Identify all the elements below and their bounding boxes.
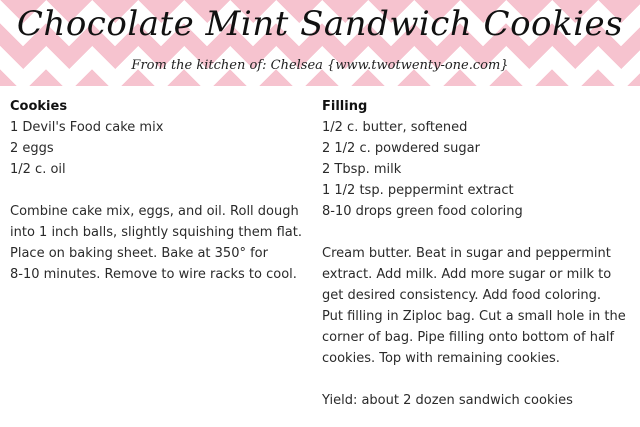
chevron-header — [0, 0, 640, 86]
instruction-line: Cream butter. Beat in sugar and peppermint — [322, 246, 611, 261]
cookies-column — [10, 96, 302, 285]
recipe-subtitle: From the kitchen of: Chelsea {www.twotwenty-one.com} — [131, 58, 509, 73]
ingredient-line: 2 1/2 c. powdered sugar — [322, 141, 480, 156]
spacer — [322, 222, 632, 243]
spacer — [10, 180, 302, 201]
instruction-line: into 1 inch balls, slightly squishing them flat. — [10, 225, 302, 240]
ingredient-line: 8-10 drops green food coloring — [322, 204, 523, 219]
instruction-line: Put filling in Ziploc bag. Cut a small hole in the — [322, 309, 626, 324]
ingredient-line: 1 1/2 tsp. peppermint extract — [322, 183, 514, 198]
yield-line: Yield: about 2 dozen sandwich cookies — [322, 393, 573, 408]
ingredient-line: 1 Devil's Food cake mix — [10, 120, 164, 135]
ingredient-line: 1/2 c. oil — [10, 162, 66, 177]
spacer — [322, 369, 632, 390]
instruction-line: cookies. Top with remaining cookies. — [322, 351, 560, 366]
instruction-line: corner of bag. Pipe filling onto bottom of half — [322, 330, 615, 345]
instruction-line: get desired consistency. Add food coloring. — [322, 288, 602, 303]
instruction-line: Place on baking sheet. Bake at 350° for — [10, 246, 268, 261]
ingredient-line: 2 Tbsp. milk — [322, 162, 402, 177]
cookies-heading: Cookies — [10, 99, 68, 114]
instruction-line: 8-10 minutes. Remove to wire racks to cool. — [10, 267, 297, 282]
filling-column — [322, 96, 632, 411]
instruction-line: extract. Add milk. Add more sugar or milk to — [322, 267, 612, 282]
instruction-line: Combine cake mix, eggs, and oil. Roll dough — [10, 204, 299, 219]
ingredient-line: 2 eggs — [10, 141, 54, 156]
filling-heading: Filling — [322, 99, 368, 114]
ingredient-line: 1/2 c. butter, softened — [322, 120, 468, 135]
recipe-title: Chocolate Mint Sandwich Cookies — [16, 4, 624, 44]
